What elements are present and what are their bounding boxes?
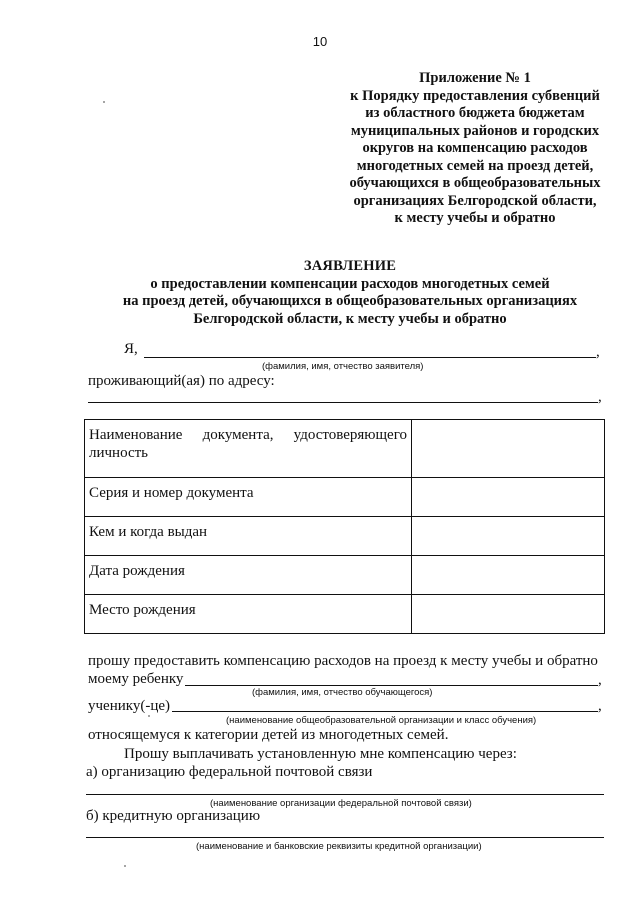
title-heading: ЗАЯВЛЕНИЕ (303, 258, 397, 274)
comma: , (598, 672, 602, 688)
table-cell-label: Место рождения (85, 595, 412, 634)
option-a-label: а) организацию федеральной почтовой связи (86, 764, 373, 780)
appendix-line: муниципальных районов и городских (350, 122, 600, 139)
table-cell-label: Дата рождения (85, 556, 412, 595)
issued-by-value[interactable] (412, 517, 605, 556)
appendix-line: Приложение № 1 (419, 70, 531, 86)
title-line: Белгородской области, к месту учебы и обратно (193, 310, 507, 327)
applicant-name-caption: (фамилия, имя, отчество заявителя) (262, 361, 424, 372)
scan-speck (124, 865, 126, 867)
appendix-line: к месту учебы и обратно (394, 210, 556, 226)
document-number-value[interactable] (412, 478, 605, 517)
comma: , (598, 389, 602, 405)
cell-word: Наименование (89, 427, 183, 443)
address-label: проживающий(ая) по адресу: (88, 373, 275, 389)
payment-intro: Прошу выплачивать установленную мне компенсацию через: (124, 746, 517, 762)
table-row (85, 556, 605, 595)
table-row (85, 420, 605, 478)
bank-details-field[interactable] (86, 837, 604, 838)
address-field[interactable] (88, 402, 598, 403)
birth-date-value[interactable] (412, 556, 605, 595)
scan-speck (103, 101, 105, 103)
table-row (85, 517, 605, 556)
appendix-header (330, 70, 620, 228)
title-line: на проезд детей, обучающихся в общеобразовательных организациях (122, 293, 578, 309)
category-text: относящемуся к категории детей из многодетных семей. (88, 727, 449, 743)
comma: , (598, 698, 602, 714)
cell-line: личность (89, 445, 149, 461)
appendix-line: к Порядку предоставления субвенций (350, 87, 600, 104)
comma: , (596, 344, 600, 360)
school-class-field[interactable] (172, 711, 598, 712)
bank-details-caption: (наименование и банковские реквизиты кредитной организации) (196, 841, 482, 852)
table-row (85, 478, 605, 517)
school-class-caption: (наименование общеобразовательной организации и класс обучения) (226, 715, 537, 726)
student-label: ученику(-це) (88, 698, 171, 714)
child-name-field[interactable] (185, 685, 598, 686)
document-name-value[interactable] (412, 420, 605, 478)
table-row (85, 595, 605, 634)
table-cell-label: Кем и когда выдан (85, 517, 412, 556)
title-line: о предоставлении компенсации расходов многодетных семей (150, 275, 550, 292)
request-text: прошу предоставить компенсацию расходов на проезд к месту учебы и обратно (88, 653, 598, 669)
cell-word: документа, (202, 427, 274, 443)
appendix-line: округов на компенсацию расходов (362, 140, 588, 156)
appendix-line: из областного бюджета бюджетам (365, 105, 585, 121)
appendix-line: многодетных семей на проезд детей, (356, 157, 594, 174)
scan-speck (148, 715, 150, 717)
table-cell-label: Серия и номер документа (85, 478, 412, 517)
appendix-line: организациях Белгородской области, (353, 192, 597, 209)
post-office-field[interactable] (86, 794, 604, 795)
birth-place-value[interactable] (412, 595, 605, 634)
page-number: 10 (312, 34, 328, 49)
child-label: моему ребенку (88, 671, 184, 687)
child-name-caption: (фамилия, имя, отчество обучающегося) (252, 687, 433, 698)
option-b-label: б) кредитную организацию (86, 808, 261, 824)
post-office-caption: (наименование организации федеральной почтовой связи) (210, 798, 472, 809)
id-document-table (84, 419, 605, 634)
document-title (0, 258, 640, 328)
applicant-name-field[interactable] (144, 357, 596, 358)
appendix-line: обучающихся в общеобразовательных (349, 175, 601, 191)
table-cell-label (85, 420, 412, 478)
applicant-prefix: Я, (124, 341, 138, 357)
cell-word: удостоверяющего (293, 427, 407, 443)
